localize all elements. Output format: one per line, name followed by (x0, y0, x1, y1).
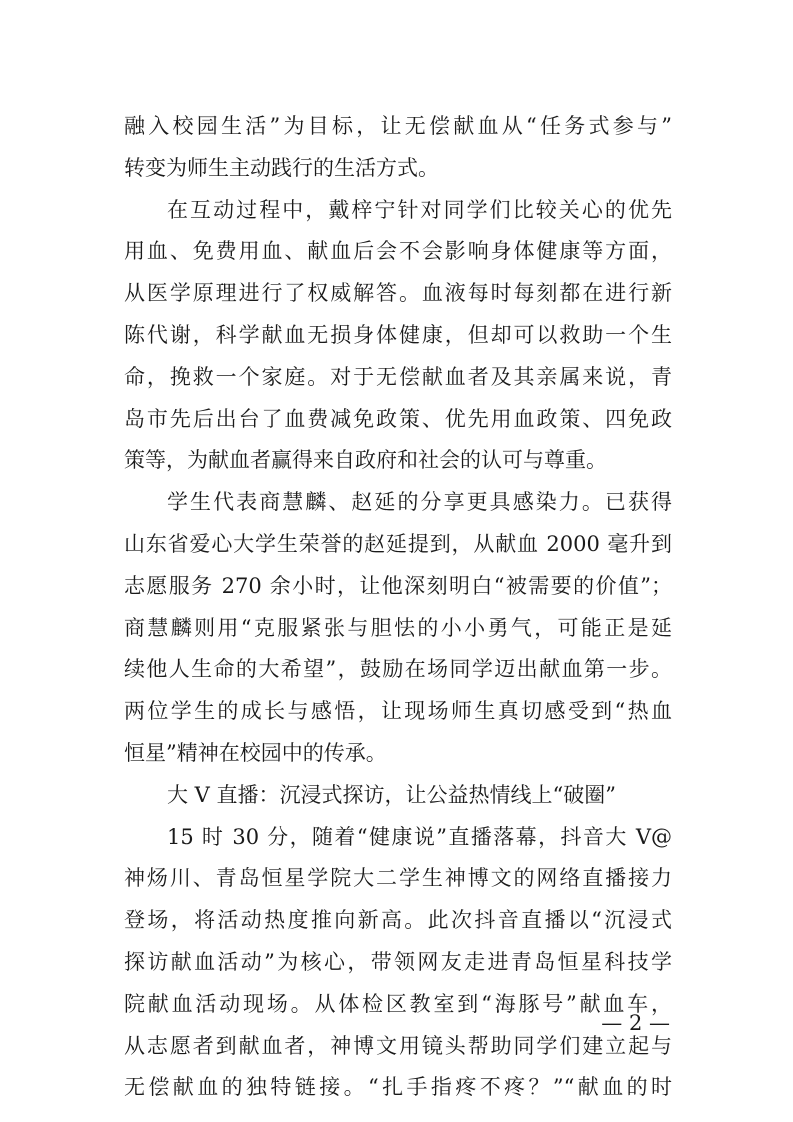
page-number: — 2 — (601, 1011, 670, 1035)
text-line: 转变为师生主动践行的生活方式。 (124, 155, 439, 180)
text-line: 从志愿者到献血者，神博文用镜头帮助同学们建立起与 (124, 1033, 672, 1058)
body-text (124, 106, 672, 1109)
text-line: 陈代谢，科学献血无损身体健康，但却可以救助一个生 (124, 322, 672, 347)
text-line: 院献血活动现场。从体检区教室到“海豚号”献血车， (124, 991, 672, 1016)
text-line: 15 时 30 分，随着“健康说”直播落幕，抖音大 V@ (167, 824, 672, 849)
text-line: 神炀川、青岛恒星学院大二学生神博文的网络直播接力 (124, 866, 672, 891)
text-line: 岛市先后出台了血费减免政策、优先用血政策、四免政 (124, 406, 672, 431)
text-line: 在互动过程中，戴梓宁针对同学们比较关心的优先 (167, 197, 672, 222)
text-line: 从医学原理进行了权威解答。血液每时每刻都在进行新 (124, 281, 672, 306)
text-line: 融入校园生活”为目标，让无偿献血从“任务式参与” (124, 114, 672, 138)
text-line: 无偿献血的独特链接。“扎手指疼不疼？”“献血的时 (124, 1075, 672, 1100)
text-line: 学生代表商慧麟、赵延的分享更具感染力。已获得 (167, 490, 672, 515)
section-heading: 大 V 直播：沉浸式探访，让公益热情线上“破圈” (167, 782, 616, 807)
text-line: 登场，将活动热度推向新高。此次抖音直播以“沉浸式 (124, 908, 672, 933)
text-line: 山东省爱心大学生荣誉的赵延提到，从献血 2000 毫升到 (124, 531, 672, 556)
text-line: 命，挽救一个家庭。对于无偿献血者及其亲属来说，青 (124, 364, 672, 389)
text-line: 策等，为献血者赢得来自政府和社会的认可与尊重。 (124, 448, 607, 473)
text-line: 恒星”精神在校园中的传承。 (124, 740, 387, 765)
text-line: 商慧麟则用“克服紧张与胆怯的小小勇气，可能正是延 (124, 615, 672, 640)
text-line: 两位学生的成长与感悟，让现场师生真切感受到“热血 (124, 699, 672, 724)
text-line: 用血、免费用血、献血后会不会影响身体健康等方面， (124, 239, 672, 264)
text-line: 探访献血活动”为核心，带领网友走进青岛恒星科技学 (124, 949, 672, 974)
text-line: 志愿服务 270 余小时，让他深刻明白“被需要的价值”； (124, 573, 672, 598)
text-line: 续他人生命的大希望”，鼓励在场同学迈出献血第一步。 (124, 657, 672, 682)
